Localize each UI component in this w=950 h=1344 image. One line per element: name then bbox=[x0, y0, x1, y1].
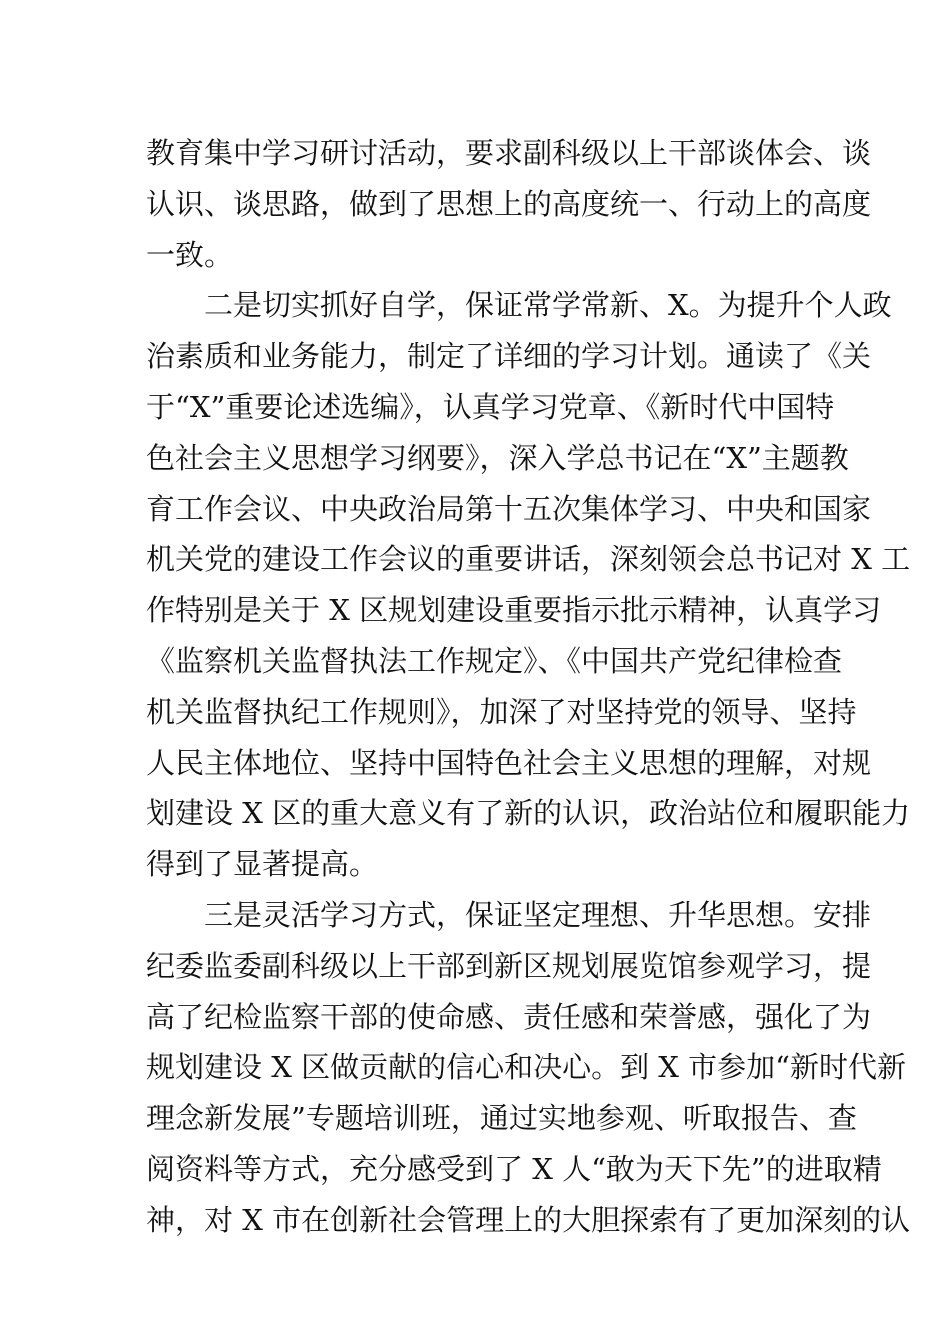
paragraph-1-line-1: 教育集中学习研讨活动，要求副科级以上干部谈体会、谈 bbox=[146, 136, 872, 170]
paragraph-3-line-6: 阅资料等方式，充分感受到了 X 人“敢为天下先”的进取精 bbox=[146, 1151, 882, 1186]
paragraph-2-line-10: 人民主体地位、坚持中国特色社会主义思想的理解，对规 bbox=[146, 745, 872, 780]
paragraph-2-line-3: 于“X”重要论述选编》，认真学习党章、《新时代中国特 bbox=[146, 389, 835, 424]
paragraph-2-line-1: 二是切实抓好自学，保证常学常新、X。为提升个人政 bbox=[204, 288, 892, 323]
paragraph-2-line-4: 色社会主义思想学习纲要》，深入学总书记在“X”主题教 bbox=[146, 440, 849, 475]
paragraph-2-line-11: 划建设 X 区的重大意义有了新的认识，政治站位和履职能力 bbox=[146, 796, 911, 831]
paragraph-2-line-7: 作特别是关于 X 区规划建设重要指示批示精神，认真学习 bbox=[146, 593, 882, 628]
paragraph-2-line-8: 《监察机关监督执法工作规定》、《中国共产党纪律检查 bbox=[146, 643, 843, 678]
paragraph-2-line-9: 机关监督执纪工作规则》，加深了对坚持党的领导、坚持 bbox=[146, 694, 857, 729]
paragraph-2-line-5: 育工作会议、中央政治局第十五次集体学习、中央和国家 bbox=[146, 491, 872, 526]
document-body bbox=[146, 128, 911, 1246]
paragraph-3-line-2: 纪委监委副科级以上干部到新区规划展览馆参观学习，提 bbox=[146, 948, 872, 983]
paragraph-3-line-7: 神，对 X 市在创新社会管理上的大胆探索有了更加深刻的认 bbox=[146, 1202, 911, 1237]
paragraph-2-line-12: 得到了显著提高。 bbox=[146, 847, 379, 882]
paragraph-2-line-2: 治素质和业务能力，制定了详细的学习计划。通读了《关 bbox=[146, 339, 872, 374]
paragraph-1-line-3: 一致。 bbox=[146, 237, 234, 272]
paragraph-2-line-6: 机关党的建设工作会议的重要讲话，深刻领会总书记对 X 工 bbox=[146, 542, 911, 577]
paragraph-3-line-3: 高了纪检监察干部的使命感、责任感和荣誉感，强化了为 bbox=[146, 999, 872, 1034]
paragraph-3-line-4: 规划建设 X 区做贡献的信心和决心。到 X 市参加“新时代新 bbox=[146, 1050, 906, 1085]
paragraph-1-line-2: 认识、谈思路，做到了思想上的高度统一、行动上的高度 bbox=[146, 186, 872, 221]
paragraph-3-line-5: 理念新发展”专题培训班，通过实地参观、听取报告、查 bbox=[146, 1101, 857, 1136]
paragraph-3-line-1: 三是灵活学习方式，保证坚定理想、升华思想。安排 bbox=[204, 897, 872, 932]
